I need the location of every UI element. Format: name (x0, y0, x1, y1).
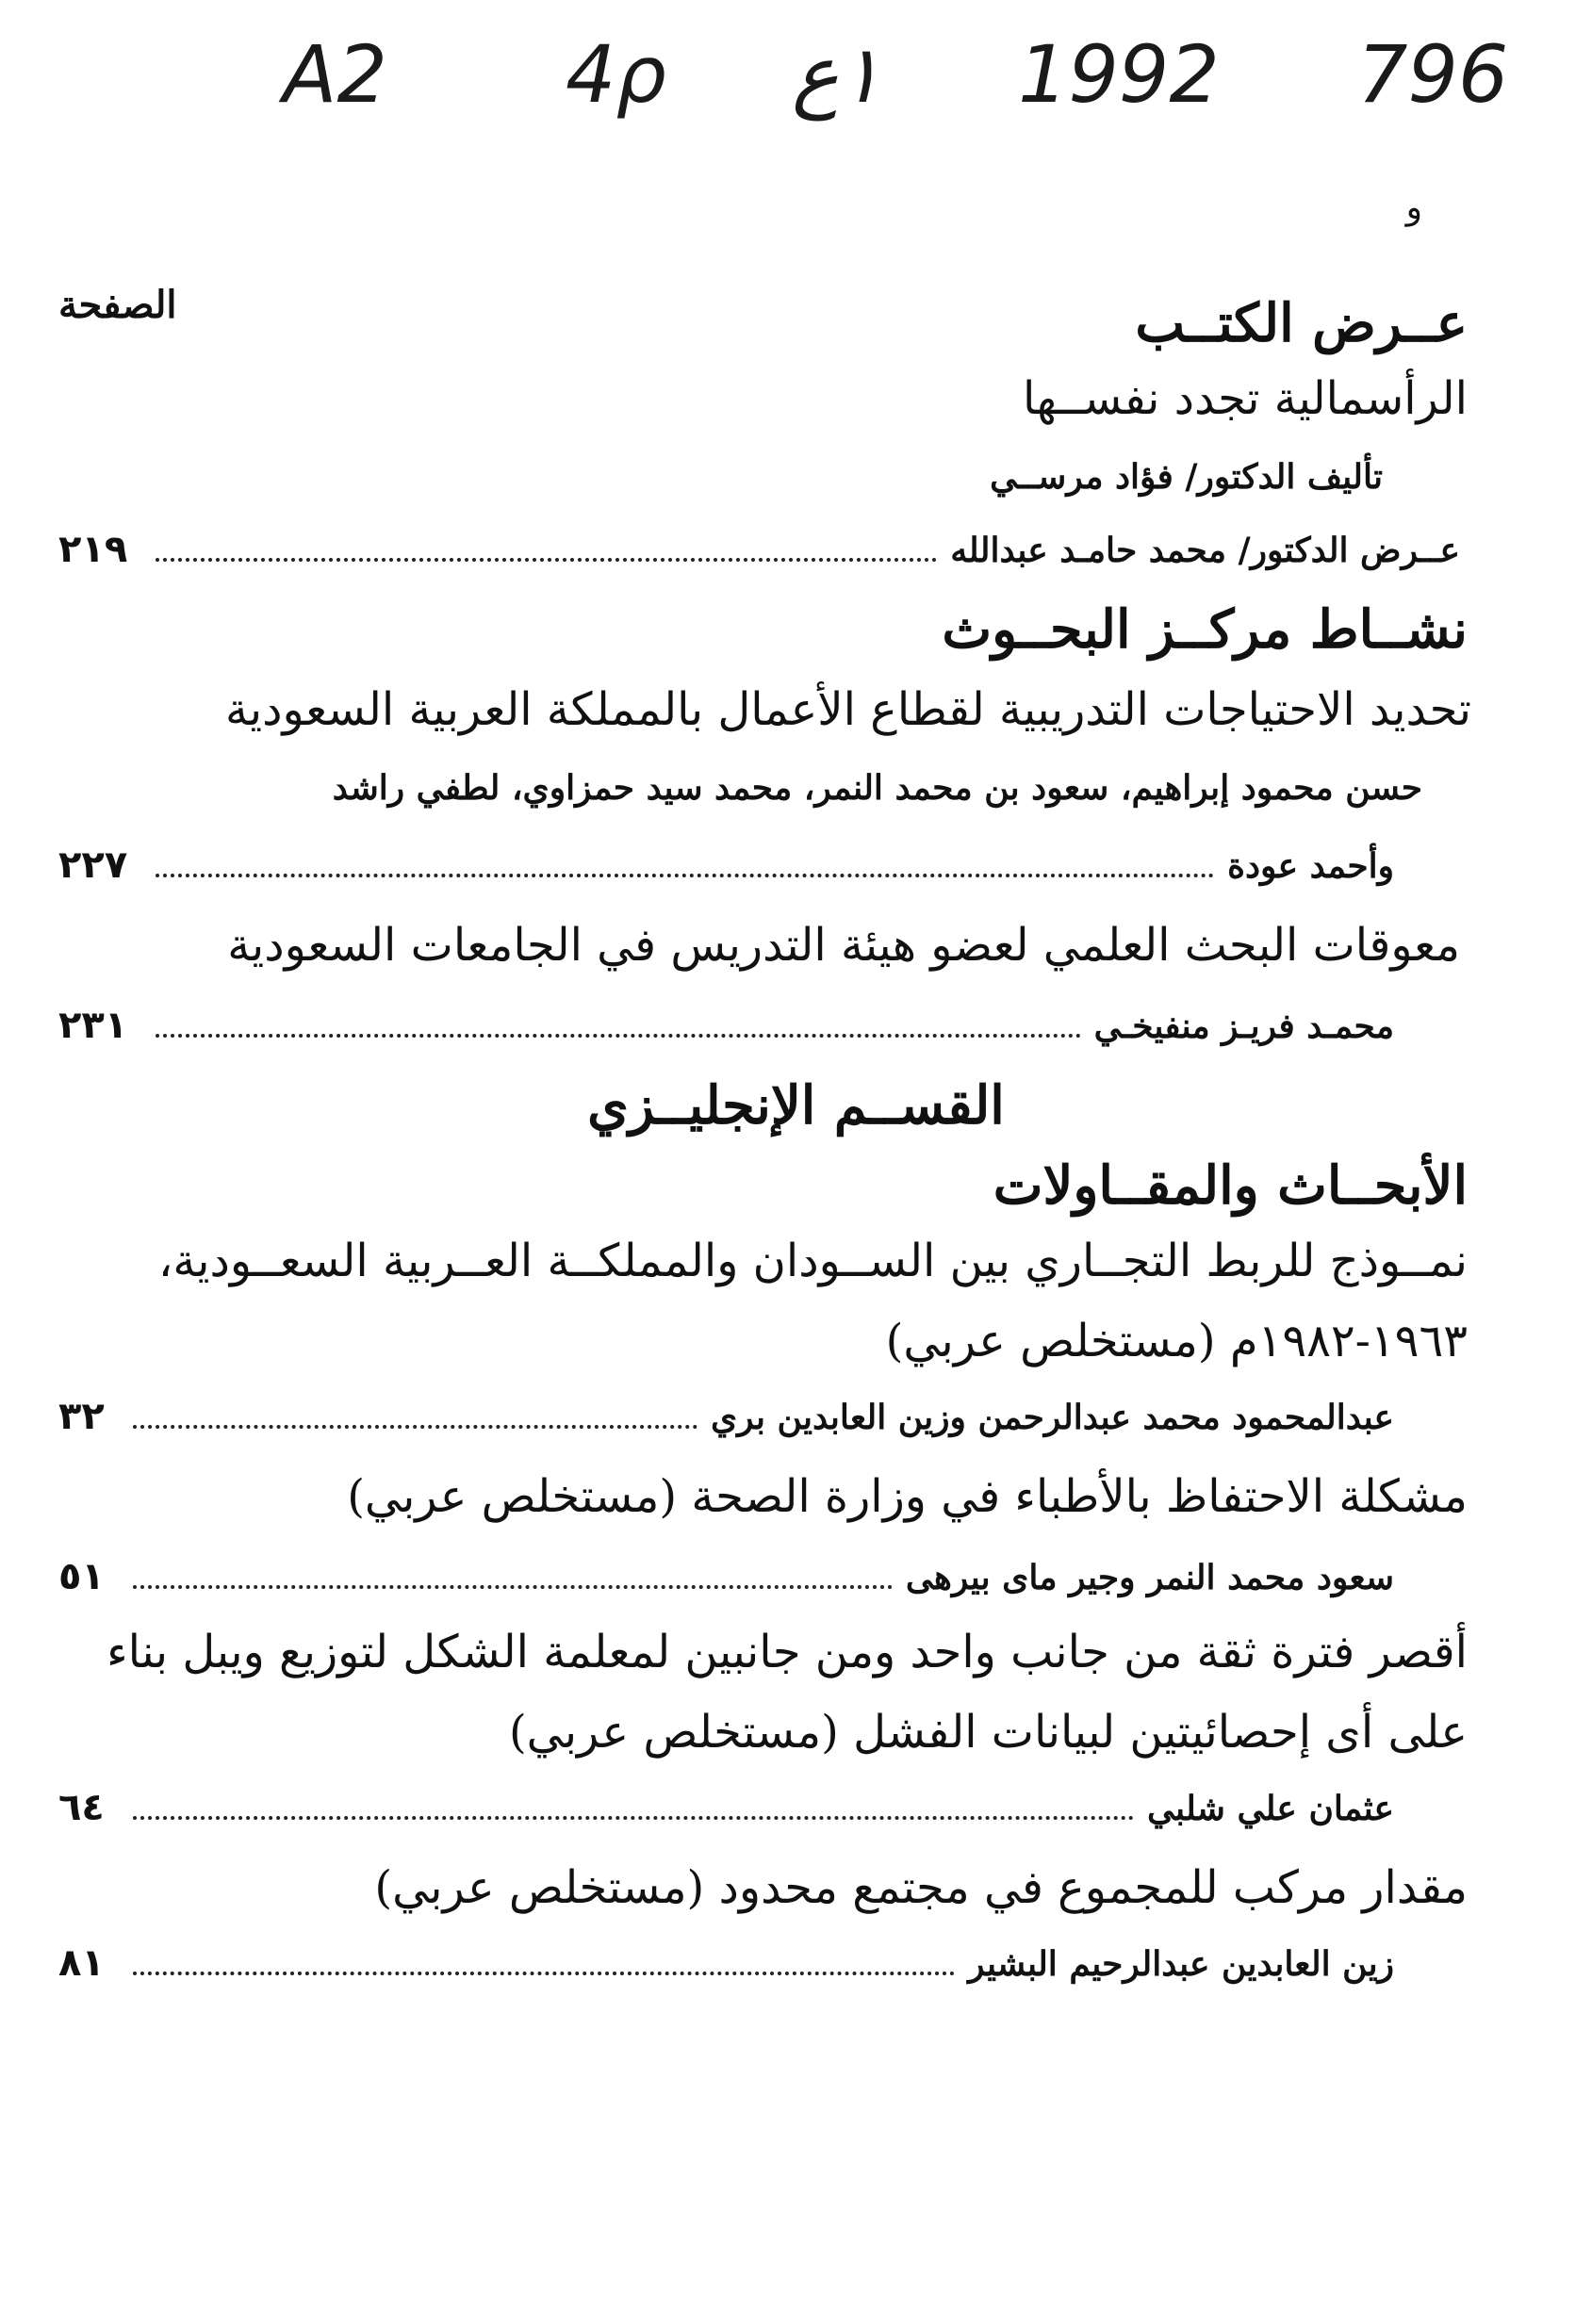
entry-reviewer: عــرض الدكتور/ محمد حامـد عبدالله (950, 531, 1460, 570)
entry-title: تحديد الاحتياجات التدريبية لقطاع الأعمال بالمملكة العربية السعودية (224, 683, 1471, 736)
toc-leader-row (58, 1941, 1394, 1985)
dot-leader (156, 558, 937, 562)
page-column-label: الصفحة (58, 283, 177, 327)
toc-leader-row (58, 1004, 1394, 1047)
page-number: ٢٢٧ (58, 843, 128, 887)
page-number: ٢٣١ (58, 1004, 128, 1047)
dot-leader (133, 1585, 893, 1589)
toc-leader-row (58, 1395, 1394, 1438)
toc-leader-row (58, 528, 1460, 571)
entry-author: سعود محمد النمر وجير ماى بيرهى (905, 1558, 1394, 1597)
dot-leader (156, 1034, 1080, 1038)
entry-title: مشكلة الاحتفاظ بالأطباء في وزارة الصحة (مستخلص عربي) (347, 1470, 1468, 1523)
entry-author: عبدالمحمود محمد عبدالرحمن وزين العابدين بري (710, 1398, 1394, 1437)
toc-leader-row (58, 1786, 1394, 1829)
page-number: ٥١ (58, 1555, 105, 1598)
page-number: ٨١ (58, 1941, 105, 1985)
page-number: ٢١٩ (58, 528, 128, 571)
handwritten-number: 796 (1357, 28, 1509, 121)
toc-leader-row (58, 1555, 1394, 1598)
toc-leader-row (58, 843, 1394, 887)
entry-author: محمـد فريـز منفيخـي (1093, 1007, 1394, 1046)
entry-authors: حسن محمود إبراهيم، سعود بن محمد النمر، محمد سيد حمزاوي، لطفي راشد (332, 768, 1422, 808)
page-number: ٣٢ (58, 1395, 105, 1438)
entry-author: تأليف الدكتور/ فؤاد مرســي (990, 457, 1383, 497)
section-heading-activity: نشــاط مركــز البحــوث (942, 598, 1468, 661)
english-section-heading: القســم الإنجليــزي (587, 1074, 1005, 1137)
page-number: ٦٤ (58, 1786, 105, 1829)
entry-authors-continued: وأحمد عودة (1227, 846, 1394, 886)
dot-leader (156, 874, 1214, 877)
handwritten-a2: A2 (283, 28, 387, 121)
dot-leader (133, 1816, 1134, 1820)
dot-leader (133, 1972, 955, 1975)
section-heading-book-review: عــرض الكتــب (1135, 292, 1468, 354)
entry-title: معوقات البحث العلمي لعضو هيئة التدريس في الجامعات السعودية (227, 919, 1460, 972)
entry-title: الرأسمالية تجدد نفســها (1023, 372, 1468, 425)
handwritten-code-1: 4ρ (566, 28, 666, 121)
entry-title: أقصر فترة ثقة من جانب واحد ومن جانبين لمعلمة الشكل لتوزيع ويبل بناء (107, 1626, 1468, 1678)
top-mark: و (1405, 188, 1422, 227)
entry-author: زين العابدين عبدالرحيم البشير (968, 1944, 1394, 1984)
dot-leader (133, 1425, 698, 1429)
section-heading-research: الأبحــاث والمقــاولات (993, 1154, 1468, 1217)
handwritten-code-2: ١ع (792, 28, 882, 121)
entry-author: عثمان علي شلبي (1147, 1789, 1394, 1828)
entry-title: نمــوذج للربط التجــاري بين الســودان والمملكــة العــربية السعــودية، (157, 1235, 1468, 1287)
handwritten-year: 1992 (1018, 28, 1220, 121)
entry-title: مقدار مركب للمجموع في مجتمع محدود (مستخلص عربي) (374, 1861, 1468, 1914)
entry-title-continued: على أى إحصائيتين لبيانات الفشل (مستخلص عربي) (508, 1706, 1468, 1759)
entry-title-continued: ١٩٦٣-١٩٨٢م (مستخلص عربي) (885, 1315, 1468, 1367)
